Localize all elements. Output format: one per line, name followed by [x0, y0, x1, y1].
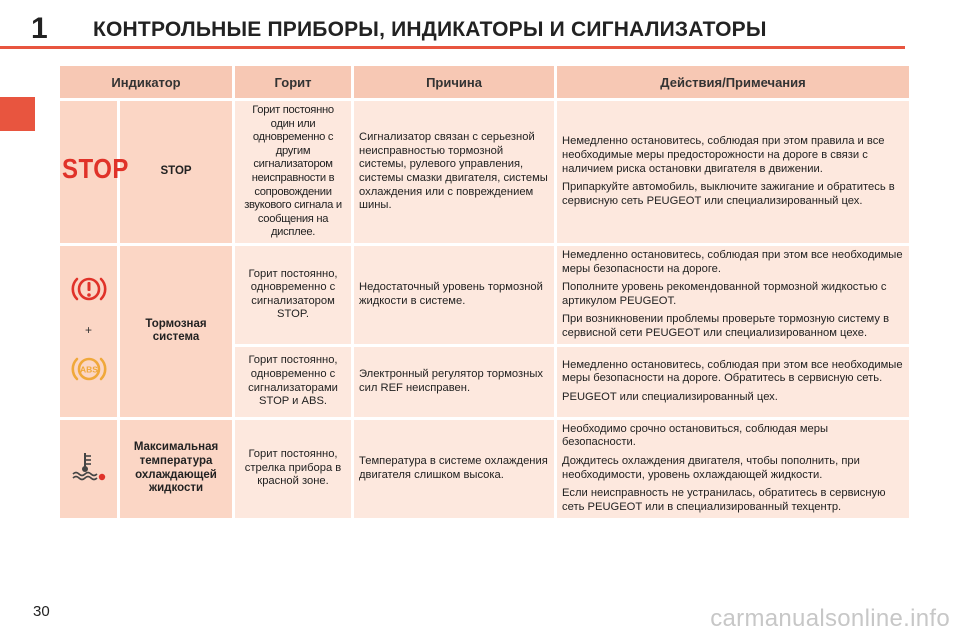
- brake-cause-2: Электронный регулятор тормозных сил REF неисправен.: [354, 347, 554, 417]
- brake-actions-2: [557, 347, 909, 417]
- brake-action-1-1: Немедленно остановитесь, соблюдая при этом все необходимые меры безопасности на дороге.: [562, 248, 903, 275]
- stop-cause: Сигнализатор связан с серьезной неисправностью тормозной системы, рулевого управления, системы смазки двигателя, системы охлаждения или с повреждением шины.: [354, 101, 554, 243]
- table-row: [60, 101, 909, 243]
- brake-glow-1: Горит постоянно, одновременно с сигнализатором STOP.: [235, 246, 351, 344]
- table-header-row: [60, 66, 909, 98]
- table-row: [60, 420, 909, 518]
- stop-actions: [557, 101, 909, 243]
- table-row: [60, 246, 909, 344]
- brake-cause-1: Недостаточный уровень тормозной жидкости в системе.: [354, 246, 554, 344]
- chapter-tab: [0, 97, 35, 131]
- coolant-actions: [557, 420, 909, 518]
- watermark: carmanualsonline.info: [710, 605, 950, 632]
- title-rule: [0, 46, 905, 49]
- coolant-icon-cell: [60, 420, 117, 518]
- header-cause: Причина: [354, 66, 554, 98]
- stop-warning-icon: STOP: [62, 153, 129, 185]
- stop-glow: Горит постоянно один или одновременно с другим сигнализатором неисправности в сопровождении звукового сигнала и сообщения на дисплее.: [235, 101, 351, 243]
- page-number: 30: [33, 603, 50, 620]
- brake-action-1-2: Пополните уровень рекомендованной тормозной жидкостью с артикулом PEUGEOT.: [562, 281, 887, 307]
- header-actions: Действия/Примечания: [557, 66, 909, 98]
- brake-icon-cell: [60, 246, 117, 417]
- plus-sign: +: [84, 323, 92, 338]
- header-indicator: Индикатор: [60, 66, 232, 98]
- brake-actions-1: [557, 246, 909, 344]
- header-glow: Горит: [235, 66, 351, 98]
- abs-icon-label: ABS: [79, 364, 98, 375]
- coolant-cause: Температура в системе охлаждения двигателя слишком высока.: [354, 420, 554, 518]
- brake-action-2-2: PEUGEOT или специализированный цех.: [562, 390, 778, 403]
- stop-name: STOP: [120, 101, 232, 243]
- brake-name: Тормозная система: [120, 246, 232, 417]
- stop-action-2: Припаркуйте автомобиль, выключите зажигание и обратитесь в сервисную сеть PEUGEOT или специализированный цех.: [562, 181, 895, 207]
- abs-warning-icon: [70, 354, 108, 384]
- coolant-glow: Горит постоянно, стрелка прибора в красной зоне.: [235, 420, 351, 518]
- brake-warning-icon: [70, 274, 108, 304]
- coolant-action-2: Дождитесь охлаждения двигателя, чтобы пополнить, при необходимости, уровень охлаждающей жидкости.: [562, 454, 860, 481]
- indicators-table: [57, 63, 912, 521]
- brake-glow-2: Горит постоянно, одновременно с сигнализаторами STOP и ABS.: [235, 347, 351, 417]
- brake-action-1-3: При возникновении проблемы проверьте тормозную систему в сервисной сети PEUGEOT или специализированном цехе.: [562, 313, 890, 339]
- coolant-action-3: Если неисправность не устранилась, обратитесь в сервисную сеть PEUGEOT или в специализированный техцентр.: [562, 487, 886, 513]
- coolant-name: Максимальная температура охлаждающей жидкости: [120, 420, 232, 518]
- coolant-temperature-icon: [71, 450, 107, 482]
- page-title: КОНТРОЛЬНЫЕ ПРИБОРЫ, ИНДИКАТОРЫ И СИГНАЛИЗАТОРЫ: [93, 18, 767, 41]
- stop-action-1: Немедленно остановитесь, соблюдая при этом правила и все необходимые меры предосторожности на дороге в связи с наличием риска остановки двигателя в движении.: [562, 135, 885, 175]
- stop-icon-cell: [60, 101, 129, 243]
- chapter-number: 1: [31, 12, 48, 45]
- brake-action-2-1: Немедленно остановитесь, соблюдая при этом все необходимые меры безопасности на дороге. Обратитесь в сервисную сеть.: [562, 358, 903, 385]
- coolant-action-1: Необходимо срочно остановиться, соблюдая меры безопасности.: [562, 422, 829, 449]
